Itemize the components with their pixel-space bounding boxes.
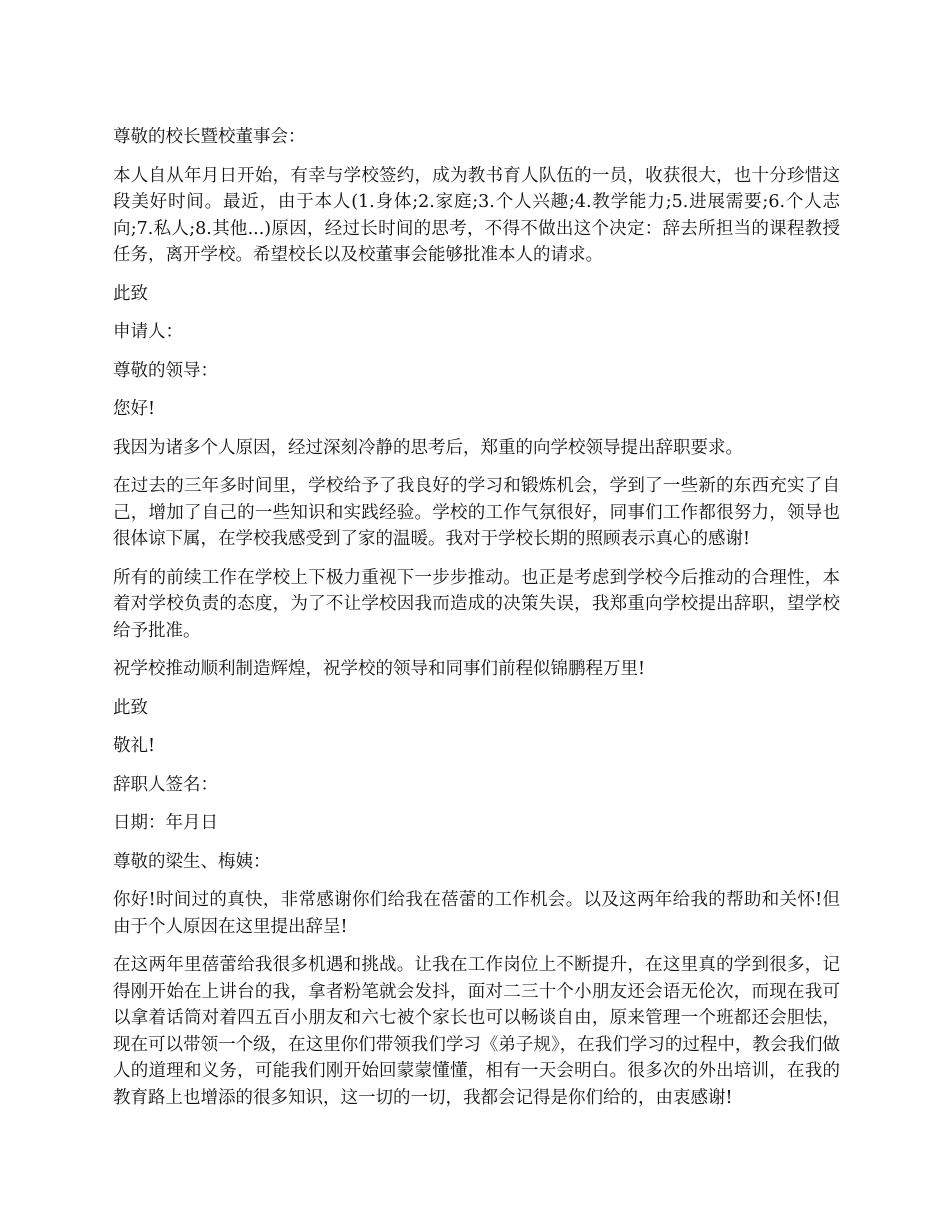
salutation-liang-mei: 尊敬的梁生、梅姨： [113,851,271,872]
date-line: 日期：年月日 [113,813,218,833]
closing-cizhi-1: 此致 [113,283,148,304]
closing-cizhi-2: 此致 [113,697,148,718]
greeting: 您好! [113,399,156,419]
resignation-statement: 我因为诸多个人原因，经过深刻冷静的思考后，郑重的向学校领导提出辞职要求。 [113,437,743,458]
resignation-paragraph-1: 本人自从年月日开始，有幸与学校签约，成为教书育人队伍的一员，收获很大，也十分珍惜这段美好时间。最近，由于本人(1.身体;2.家庭;3.个人兴趣;4.教学能力;5.进展需要;6.个人志向;7.私人;8.其他...)原因，经过长时间的思考，不得不做出这个决定：辞去所担当的课程教授任务，离开学校。希望校长以及校董事会能够批准本人的请求。 [113,165,840,265]
resigner-signature-line: 辞职人签名： [113,774,218,795]
wishes-paragraph: 祝学校推动顺利制造辉煌，祝学校的领导和同事们前程似锦鹏程万里! [113,659,646,679]
closing-jingli: 敬礼! [113,736,156,756]
applicant-signature-line: 申请人： [113,322,183,342]
handover-paragraph: 所有的前续工作在学校上下极力重视下一步步推动。也正是考虑到学校今后推动的合理性，本着对学校负责的态度，为了不让学校因我而造成的决策失误，我郑重向学校提出辞职，望学校给予批准。 [113,567,840,641]
gratitude-paragraph: 在过去的三年多时间里，学校给予了我良好的学习和锻炼机会，学到了一些新的东西充实了自己，增加了自己的一些知识和实践经验。学校的工作气氛很好，同事们工作都很努力，领导也很体谅下属，在学校我感受到了家的温暖。我对于学校长期的照顾表示真心的感谢! [113,476,840,549]
salutation-leader: 尊敬的领导： [113,360,218,381]
document-body [113,124,840,1123]
letter3-paragraph-1: 你好!时间过的真快，非常感谢你们给我在蓓蕾的工作机会。以及这两年给我的帮助和关怀!但由于个人原因在这里提出辞呈! [113,890,840,937]
salutation-school-board: 尊敬的校长暨校董事会： [113,127,306,147]
letter3-paragraph-2: 在这两年里蓓蕾给我很多机遇和挑战。让我在工作岗位上不断提升，在这里真的学到很多，记得刚开始在上讲台的我，拿者粉笔就会发抖，面对二三十个小朋友还会语无伦次，而现在我可以拿着话筒对着四五百小朋友和六七被个家长也可以畅谈自由，原来管理一个班都还会胆怯，现在可以带领一个级，在这里你们带领我们学习《弟子规》，在我们学习的过程中，教会我们做人的道理和义务，可能我们刚开始回蒙蒙懂懂，相有一天会明白。很多次的外出培训，在我的教育路上也增添的很多知识，这一切的一切，我都会记得是你们给的，由衷感谢! [113,955,840,1108]
